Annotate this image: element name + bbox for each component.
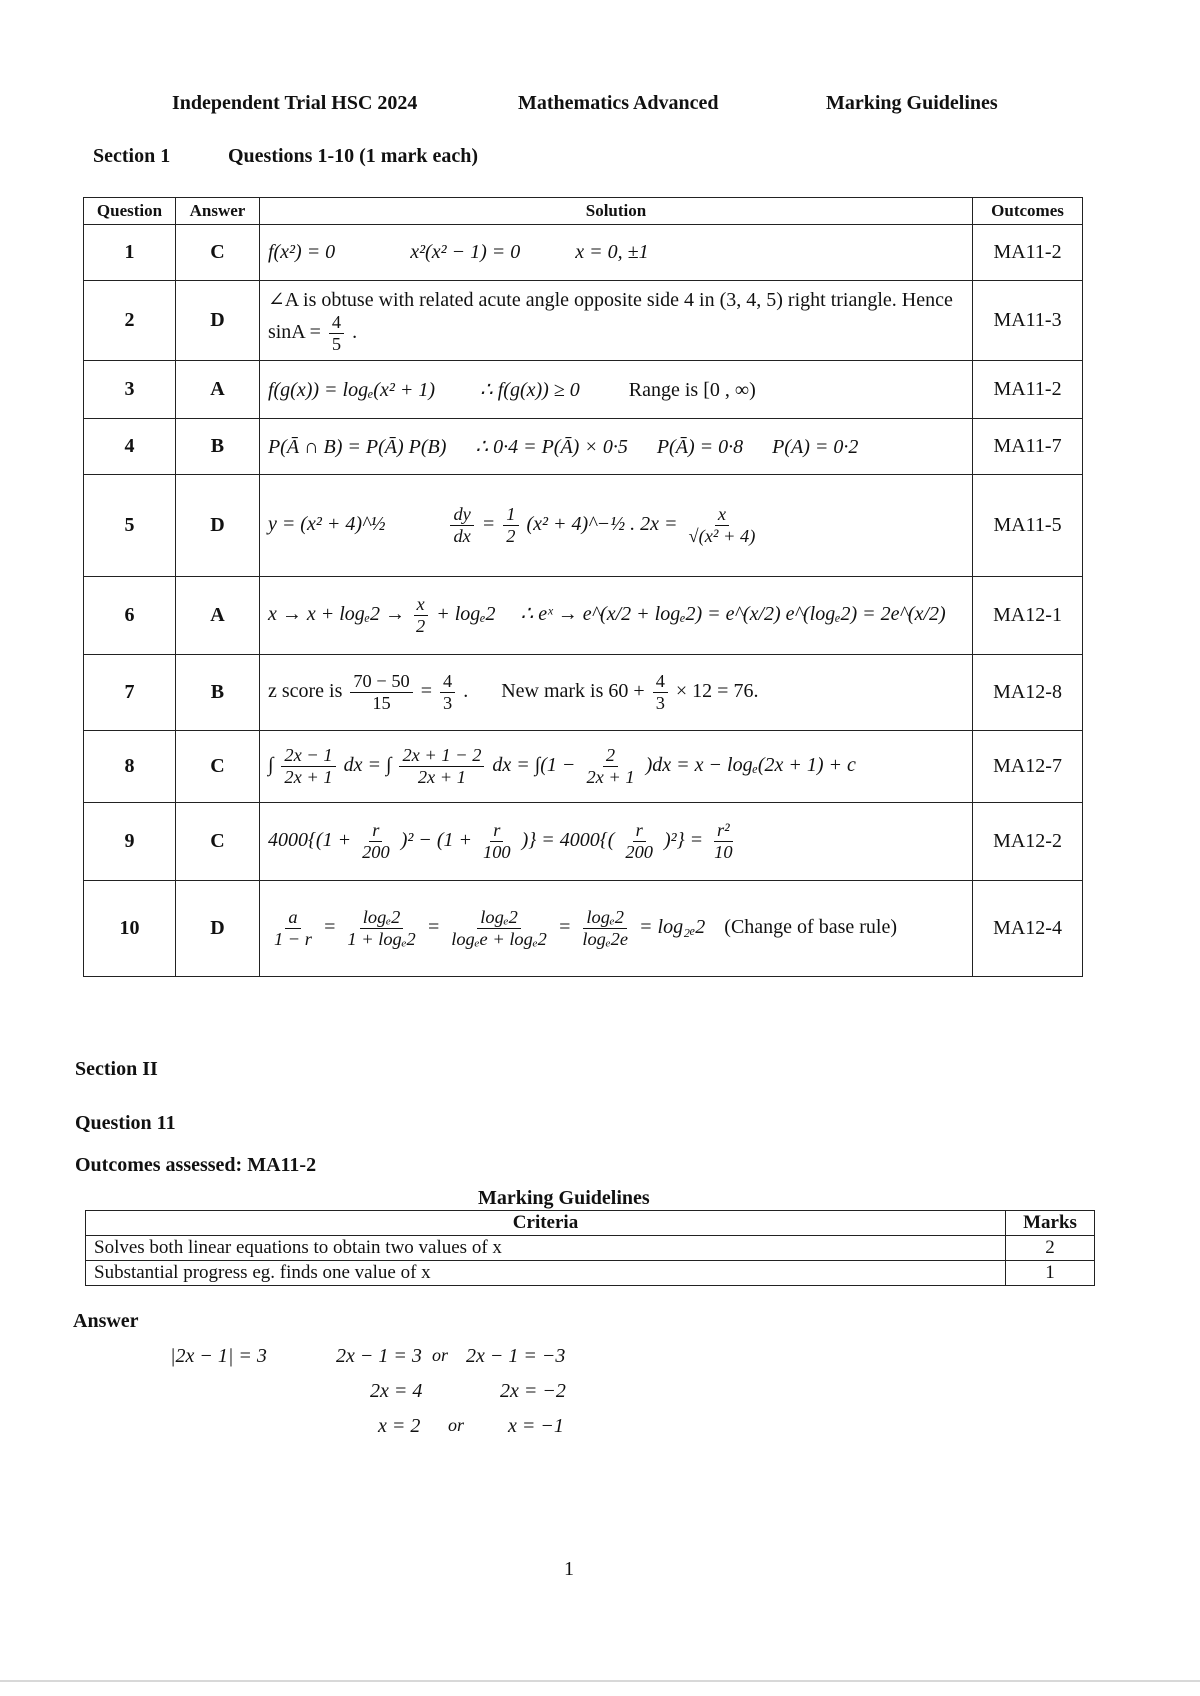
denominator: 1 − r [273,929,312,949]
denominator: 2x + 1 [586,767,635,787]
table-row [84,281,1083,361]
criteria-marks: 1 [1006,1261,1095,1286]
section-1-title: Questions 1-10 (1 mark each) [228,145,478,167]
solution-cell [259,655,972,731]
numerator: r² [714,820,733,842]
numerator: 70 − 50 [350,671,412,693]
answer-step: 2x − 1 = −3 [466,1345,566,1367]
table-row [86,1261,1095,1286]
table-row [84,225,1083,281]
question-number: 6 [84,577,176,655]
marks-header: Marks [1006,1211,1095,1236]
answer-letter: C [175,803,259,881]
fraction [271,907,315,950]
solution-text: . [352,320,358,343]
fraction [329,312,344,355]
outcome-code: MA11-5 [973,475,1083,577]
criteria-text: Substantial progress eg. finds one value of x [86,1261,1006,1286]
solution-text: (x² + 4)^−½ . 2x = [526,513,678,536]
fraction [350,671,412,714]
denominator: dx [453,526,471,546]
fraction [711,820,735,863]
page-number: 1 [564,1558,574,1580]
table-row [84,361,1083,419]
solution-text: P(A) = 0·2 [772,436,859,458]
answer-label: Answer [73,1310,139,1332]
solution-text: dx = ∫(1 − [492,754,576,777]
fraction [622,820,656,863]
outcome-code: MA11-3 [973,281,1083,361]
numerator: 4 [440,671,455,693]
solution-note: (Change of base rule) [724,916,897,939]
solution-text: ∴ 0·4 = P(Ā) × 0·5 [475,436,628,458]
numerator: a [285,907,300,929]
fraction [579,907,631,950]
numerator: 2 [603,745,618,767]
denominator: logₑ2e [582,929,629,949]
criteria-header: Criteria [86,1211,1006,1236]
question-number: 10 [84,881,176,977]
question-number: 3 [84,361,176,419]
solution-cell [259,881,972,977]
answer-header: Answer [175,198,259,225]
denominator: 3 [655,693,665,713]
scan-edge-line [0,1680,1200,1682]
outcome-code: MA12-4 [973,881,1083,977]
denominator: 2x + 1 [417,767,467,787]
answer-letter: D [175,475,259,577]
answer-letter: B [175,655,259,731]
solution-text: )²} = [664,829,704,852]
solution-text: = [420,680,432,703]
outcome-code: MA11-2 [973,225,1083,281]
outcome-code: MA12-7 [973,731,1083,803]
outcome-code: MA12-1 [973,577,1083,655]
table-row [84,881,1083,977]
solution-text: = [481,513,496,536]
solution-cell [259,225,972,281]
denominator: 2 [506,526,516,546]
solution-text: + logₑ2 [436,603,496,626]
solution-text: ∫ [267,754,274,777]
answer-letter: B [175,419,259,475]
outcomes-assessed: Outcomes assessed: MA11-2 [75,1154,317,1176]
numerator: dy [450,504,473,526]
solution-text: New mark is 60 + [501,680,645,703]
fraction [583,745,637,788]
numerator: x [715,504,729,526]
solution-text: x²(x² − 1) = 0 [410,241,521,263]
question-11-heading: Question 11 [75,1112,176,1134]
fraction [281,745,335,788]
solution-text: ∠A is obtuse with related acute angle opposite side 4 in (3, 4, 5) right triangle. Hence sinA = [267,288,953,343]
fraction [653,671,668,714]
solution-text: )² − (1 + [400,829,472,852]
solution-text: y = (x² + 4)^½ [267,513,386,536]
solution-cell [259,577,972,655]
denominator: 2 [416,616,426,636]
answer-letter: D [175,281,259,361]
answer-or: or [432,1345,449,1365]
exam-title: Independent Trial HSC 2024 [172,92,418,114]
fraction [413,594,428,637]
solution-cell [259,803,972,881]
answer-or: or [448,1415,465,1435]
denominator: 200 [625,842,653,862]
numerator: 1 [503,504,518,526]
solution-text: )} = 4000{( [521,829,615,852]
numerator: r [369,820,382,842]
solution-text: x → x + logₑ2 → [267,603,405,626]
question-number: 2 [84,281,176,361]
fraction [686,504,759,547]
marking-guidelines-title: Marking Guidelines [478,1187,650,1209]
table-row [84,655,1083,731]
solution-text: f(g(x)) = logₑ(x² + 1) [267,379,435,401]
solution-text: Range is [0 , ∞) [628,379,756,401]
solution-text: f(x²) = 0 [267,241,336,263]
answer-step: 2x − 1 = 3 [336,1345,422,1367]
solution-text: . [463,680,469,703]
outcomes-header: Outcomes [973,198,1083,225]
fraction [503,504,518,547]
solution-text: ∴ f(g(x)) ≥ 0 [480,379,580,401]
mc-header-row [84,198,1083,225]
fraction [344,907,418,950]
answer-step: 2x = 4 [370,1380,423,1402]
fraction [359,820,393,863]
solution-cell [259,281,972,361]
solution-text: = [426,916,441,939]
answer-letter: C [175,225,259,281]
outcome-code: MA12-2 [973,803,1083,881]
denominator: √(x² + 4) [688,526,756,546]
denominator: 5 [331,333,342,354]
criteria-marks: 2 [1006,1236,1095,1261]
solution-text: = log₂ₑ2 [639,916,706,939]
fraction [450,504,473,547]
solution-cell [259,731,972,803]
numerator: 2x + 1 − 2 [399,745,484,767]
table-row [86,1236,1095,1261]
section-1-label: Section 1 [93,145,171,167]
denominator: 15 [372,693,391,713]
question-number: 8 [84,731,176,803]
solution-text: 4000{(1 + [267,829,352,852]
solution-text: × 12 = 76. [675,680,759,703]
answer-letter: D [175,881,259,977]
fraction [399,745,484,788]
mc-solutions-table [83,197,1083,977]
criteria-text: Solves both linear equations to obtain two values of x [86,1236,1006,1261]
denominator: 100 [483,842,511,862]
solution-text: ∴ eˣ → e^(x/2 + logₑ2) = e^(x/2) e^(logₑ2) = 2e^(x/2) [520,603,946,626]
solution-text: ∫ [385,754,392,777]
numerator: 4 [329,312,344,334]
solution-text: dx = [343,754,381,777]
answer-step: 2x = −2 [500,1380,566,1402]
numerator: logₑ2 [477,907,521,929]
answer-step: x = 2 [378,1415,421,1437]
solution-header: Solution [259,198,972,225]
numerator: r [633,820,646,842]
numerator: 4 [653,671,668,693]
question-number: 5 [84,475,176,577]
section-2-label: Section II [75,1058,158,1080]
solution-text: = [557,916,572,939]
question-number: 9 [84,803,176,881]
subject-title: Mathematics Advanced [518,92,719,114]
criteria-header-row [86,1211,1095,1236]
table-row [84,577,1083,655]
outcome-code: MA11-7 [973,419,1083,475]
solution-cell [259,475,972,577]
numerator: logₑ2 [583,907,627,929]
answer-letter: A [175,577,259,655]
denominator: 1 + logₑ2 [347,929,416,949]
solution-text: )dx = x − logₑ(2x + 1) + c [645,754,856,777]
solution-cell [259,419,972,475]
fraction [480,820,514,863]
question-number: 1 [84,225,176,281]
answer-step: x = −1 [508,1415,564,1437]
question-header: Question [84,198,176,225]
question-number: 4 [84,419,176,475]
solution-text: P(Ā ∩ B) = P(Ā) P(B) [267,436,447,458]
fraction [440,671,455,714]
denominator: 10 [714,842,733,862]
doc-type-title: Marking Guidelines [826,92,998,114]
answer-equation: |2x − 1| = 3 [170,1345,267,1367]
denominator: 2x + 1 [284,767,333,787]
criteria-table [85,1210,1095,1286]
outcome-code: MA11-2 [973,361,1083,419]
solution-text: = [322,916,337,939]
numerator: 2x − 1 [281,745,335,767]
table-row [84,731,1083,803]
numerator: x [414,594,428,616]
numerator: r [490,820,503,842]
solution-text: P(Ā) = 0·8 [656,436,744,458]
solution-cell [259,361,972,419]
outcome-code: MA12-8 [973,655,1083,731]
answer-letter: C [175,731,259,803]
denominator: 200 [362,842,390,862]
table-row [84,419,1083,475]
table-row [84,475,1083,577]
answer-letter: A [175,361,259,419]
fraction [448,907,550,950]
solution-text: x = 0, ±1 [575,241,649,263]
table-row [84,803,1083,881]
denominator: 3 [443,693,453,713]
question-number: 7 [84,655,176,731]
numerator: logₑ2 [360,907,404,929]
denominator: logₑe + logₑ2 [451,929,547,949]
solution-text: z score is [267,680,343,703]
